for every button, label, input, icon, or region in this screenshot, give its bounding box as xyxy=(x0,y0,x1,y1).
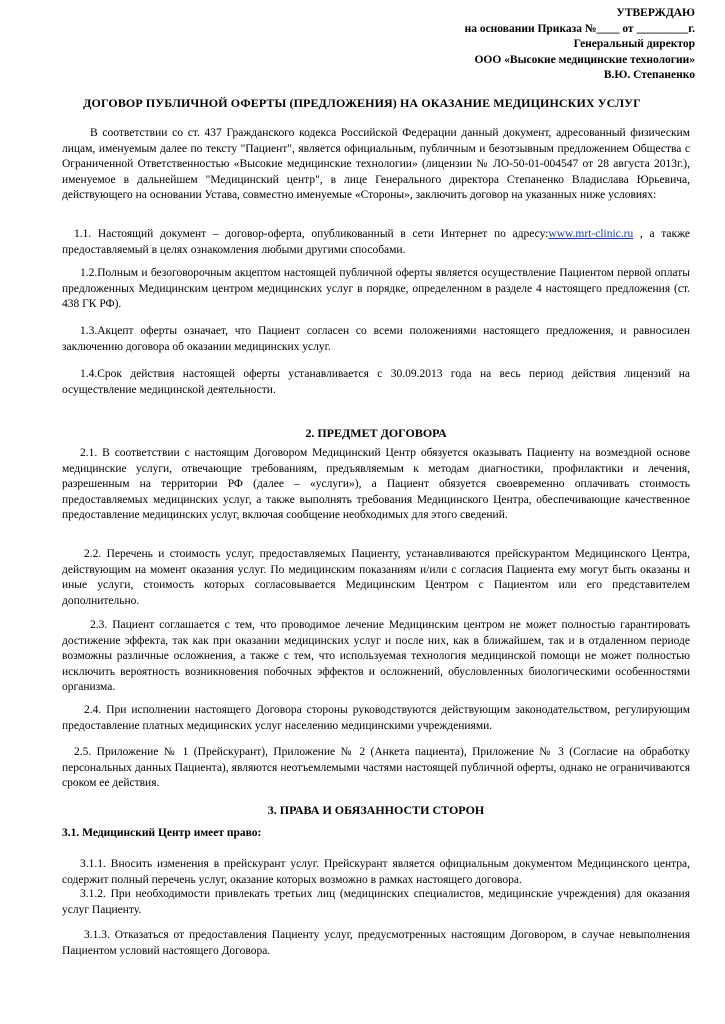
document-title: ДОГОВОР ПУБЛИЧНОЙ ОФЕРТЫ (ПРЕДЛОЖЕНИЯ) НА ОКАЗАНИЕ МЕДИЦИНСКИХ УСЛУГ xyxy=(83,96,641,110)
clause-2-5 xyxy=(62,745,690,792)
preamble-paragraph xyxy=(62,126,690,204)
clause-1-1-tail: , а также предоставляемый в целях ознакомления любыми другими способами. xyxy=(62,228,690,256)
clause-3-1-2-text: 3.1.2. При необходимости привлекать третьих лиц (медицинских специалистов, медицинские учреждения) для оказания услуг Пациенту. xyxy=(62,888,690,916)
section-2-heading: 2. ПРЕДМЕТ ДОГОВОРА xyxy=(305,426,447,440)
clause-2-5-text: 2.5. Приложение № 1 (Прейскурант), Приложение № 2 (Анкета пациента), Приложение № 3 (Согласие на обработку персональных данных Пациента), являются неотъемлемыми частями настоящей публичной оферты, однако не ограничиваются сроком ее действия. xyxy=(62,746,690,789)
clause-2-1-text: 2.1. В соответствии с настоящим Договором Медицинский Центр обязуется оказывать Пациенту на возмездной основе медицинские услуги, отвечающие требованиям, предъявляемым к методам диагностики, профилактики и лечения, разрешенным на территории РФ (далее – «услуги»), а Пациент обязуется своевременно оплачивать стоимость предоставляемых медицинских услуг, а также выполнять требования Медицинского Центра, обеспечивающие качественное предоставление медицинских услуг, включая сообщение необходимых для этого сведений. xyxy=(62,447,690,521)
clause-2-1 xyxy=(62,446,690,524)
clause-1-2-text: 1.2.Полным и безоговорочным акцептом настоящей публичной оферты является осуществление Пациентом первой оплаты предложенных Медицинским центром медицинских услуг в порядке, определенном в разделе 4 настоящего предложения (ст. 438 ГК РФ). xyxy=(62,267,690,310)
clause-2-2 xyxy=(62,547,690,609)
clause-3-1-3 xyxy=(62,928,690,959)
approval-order-line: на основании Приказа №____ от _________г. xyxy=(464,22,695,35)
clause-2-3 xyxy=(62,618,690,696)
clause-1-3-text: 1.3.Акцепт оферты означает, что Пациент согласен со всеми положениями настоящего предложения, и равносилен заключению договора об оказании медицинских услуг. xyxy=(62,325,690,353)
clause-3-1-3-text: 3.1.3. Отказаться от предоставления Пациенту услуг, предусмотренных настоящим Договором, в случае невыполнения Пациентом условий настоящего Договора. xyxy=(62,929,690,957)
preamble-text: В соответствии со ст. 437 Гражданского кодекса Российской Федерации данный документ, адресованный физическим лицам, именуемым далее по тексту "Пациент", является официальным, публичным и безотзывным предложением Общества с Ограниченной Ответственностью «Высокие медицинские технологии» (лицензии № ЛО-50-01-004547 от 28 августа 2013г.), именуемое в дальнейшем "Медицинский центр", в лице Генерального директора Степаненко Владислава Юрьевича, действующего на основании Устава, совместно именуемые «Стороны», заключить договор на указанных ниже условиях: xyxy=(62,127,690,201)
approval-heading: УТВЕРЖДАЮ xyxy=(616,7,695,19)
clause-2-4 xyxy=(62,703,690,734)
website-link[interactable]: www.mrt-clinic.ru xyxy=(548,228,634,240)
clause-1-1-text: 1.1. Настоящий документ – договор-оферта, опубликованный в сети Интернет по адресу: xyxy=(74,228,549,240)
section-3-heading: 3. ПРАВА И ОБЯЗАННОСТИ СТОРОН xyxy=(267,803,485,817)
clause-1-4 xyxy=(62,367,690,398)
clause-1-2 xyxy=(62,266,690,313)
clause-2-2-text: 2.2. Перечень и стоимость услуг, предоставляемых Пациенту, устанавливаются прейскурантом Медицинского Центра, действующим на момент оказания услуг. По медицинским показаниям и/или с согласия Пациента ему могут быть оказаны и иные услуги, стоимость которых согласовывается Медицинским Центром с Пациентом или его представителем дополнительно. xyxy=(62,548,690,607)
approval-signatory: В.Ю. Степаненко xyxy=(603,69,695,81)
approval-organization: ООО «Высокие медицинские технологии» xyxy=(474,53,695,66)
clause-1-4-text: 1.4.Срок действия настоящей оферты устанавливается с 30.09.2013 года на весь период действия лицензий на осуществление медицинской деятельности. xyxy=(62,368,690,396)
clause-1-1 xyxy=(62,227,690,258)
clause-1-3 xyxy=(62,324,690,355)
clause-3-1-1-text: 3.1.1. Вносить изменения в прейскурант услуг. Прейскурант является официальным документом Медицинского центра, содержит полный перечень услуг, оказание которых возможно в рамках настоящего договора. xyxy=(62,858,690,886)
approval-position: Генеральный директор xyxy=(573,38,695,50)
clause-2-4-text: 2.4. При исполнении настоящего Договора стороны руководствуются действующим законодательством, регулирующим предоставление платных медицинских услуг населению медицинскими учреждениями. xyxy=(62,704,690,732)
approval-block xyxy=(365,6,695,84)
clause-3-1-2 xyxy=(62,887,690,918)
clause-3-1-1 xyxy=(62,857,690,888)
subsection-3-1-heading: 3.1. Медицинский Центр имеет право: xyxy=(62,827,262,839)
clause-2-3-text: 2.3. Пациент соглашается с тем, что проводимое лечение Медицинским центром не может полностью гарантировать достижение эффекта, так как при оказании медицинских услуг и после них, как в ближайшем, так и в отдаленном периоде возможны различные осложнения, а также с тем, что используемая технология медицинской помощи не может полностью исключить вероятность возникновения побочных эффектов и осложнений, обусловленных биологическими особенностями организма. xyxy=(62,619,690,693)
